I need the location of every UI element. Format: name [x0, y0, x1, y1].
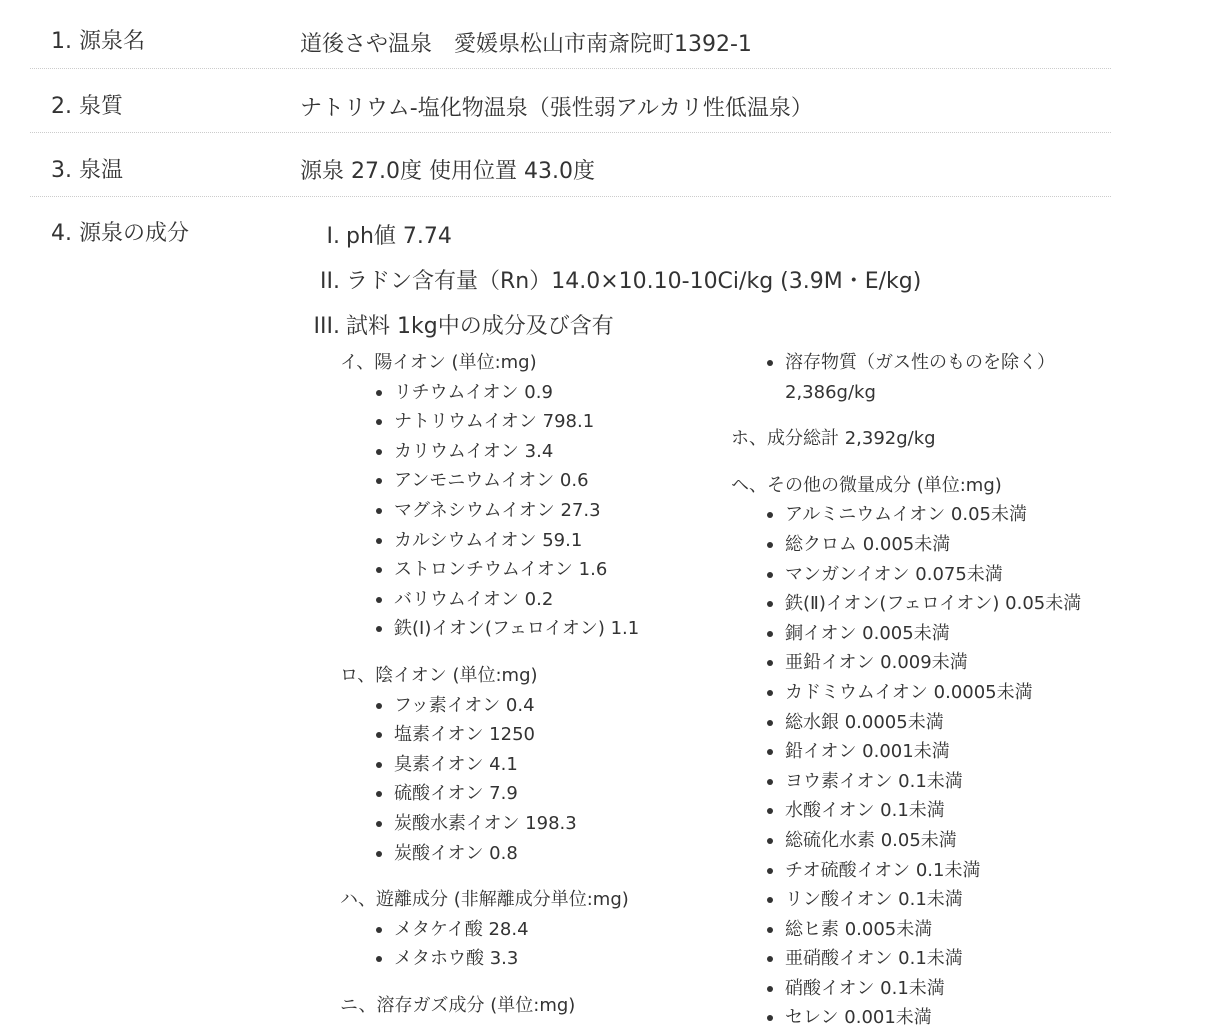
roman-numeral: III.: [313, 314, 340, 339]
row-value: 源泉 27.0度 使用位置 43.0度: [300, 159, 595, 184]
group-list: [340, 378, 639, 644]
group-list: [340, 691, 639, 869]
list-item: ナトリウムイオン 798.1: [374, 407, 639, 437]
roman-text: ラドン含有量（Rn）14.0×10.10-10Ci/kg (3.9M・E/kg): [346, 269, 922, 294]
list-item: メタケイ酸 28.4: [374, 915, 639, 945]
list-item: カドミウムイオン 0.0005未満: [765, 678, 1081, 708]
list-item: セレン 0.001未満: [765, 1003, 1081, 1033]
list-item: 鉄(Ⅱ)イオン(フェロイオン) 0.05未満: [765, 589, 1081, 619]
roman-numeral: I.: [326, 224, 340, 249]
group-list: [340, 915, 639, 974]
roman-text: 試料 1kg中の成分及び含有: [346, 314, 614, 339]
roman-item-ph: [296, 219, 452, 250]
list-item: ストロンチウムイオン 1.6: [374, 555, 639, 585]
list-item: 水酸イオン 0.1未満: [765, 796, 1081, 826]
list-item: フッ素イオン 0.4: [374, 691, 639, 721]
list-item: 総水銀 0.0005未満: [765, 708, 1081, 738]
group-heading: イ、陽イオン (単位:mg): [340, 352, 537, 373]
list-item: リチウムイオン 0.9: [374, 378, 639, 408]
list-item: 溶存物質（ガス性のものを除く） 2,386g/kg: [765, 348, 1081, 407]
list-item: 総硫化水素 0.05未満: [765, 826, 1081, 856]
list-item: 亜硝酸イオン 0.1未満: [765, 944, 1081, 974]
row-key: 4. 源泉の成分: [51, 221, 189, 246]
component-list-right: [731, 348, 1081, 1033]
list-item: 鉄(I)イオン(フェロイオン) 1.1: [374, 614, 639, 644]
roman-item-radon: [296, 264, 921, 295]
list-item: リン酸イオン 0.1未満: [765, 885, 1081, 915]
trace-components-list: [731, 500, 1081, 1033]
list-item: マグネシウムイオン 27.3: [374, 496, 639, 526]
row-spring-quality: [30, 69, 1111, 133]
component-list-left: [340, 348, 639, 1020]
list-item: アルミニウムイオン 0.05未満: [765, 500, 1081, 530]
list-item: 鉛イオン 0.001未満: [765, 737, 1081, 767]
dissolved-list: [731, 348, 1081, 407]
list-item: 総クロム 0.005未満: [765, 530, 1081, 560]
roman-text: ph値 7.74: [346, 224, 452, 249]
list-item: 亜鉛イオン 0.009未満: [765, 648, 1081, 678]
group-heading: ロ、陰イオン (単位:mg): [340, 664, 538, 686]
list-item: 銅イオン 0.005未満: [765, 619, 1081, 649]
list-item: 総ヒ素 0.005未満: [765, 915, 1081, 945]
group-heading: ハ、遊離成分 (非解離成分単位:mg): [340, 889, 629, 911]
list-item: カリウムイオン 3.4: [374, 437, 639, 467]
list-item: カルシウムイオン 59.1: [374, 526, 639, 556]
group-heading: ニ、溶存ガズ成分 (単位:mg): [340, 994, 576, 1016]
list-item: チオ硫酸イオン 0.1未満: [765, 856, 1081, 886]
group-heading: ヘ、その他の微量成分 (単位:mg): [731, 474, 1002, 496]
total-heading: ホ、成分総計 2,392g/kg: [731, 428, 936, 450]
list-item: バリウムイオン 0.2: [374, 585, 639, 615]
list-item: 炭酸水素イオン 198.3: [374, 809, 639, 839]
row-value: ナトリウム-塩化物温泉（張性弱アルカリ性低温泉）: [300, 96, 813, 121]
list-item: アンモニウムイオン 0.6: [374, 466, 639, 496]
row-value: 道後さや温泉 愛媛県松山市南斎院町1392-1: [300, 32, 752, 57]
list-item: ヨウ素イオン 0.1未満: [765, 767, 1081, 797]
list-item: 炭酸イオン 0.8: [374, 839, 639, 869]
row-source-name: [30, 0, 1111, 69]
roman-item-sample: [296, 309, 614, 340]
list-item: メタホウ酸 3.3: [374, 944, 639, 974]
row-key: 3. 泉温: [51, 158, 123, 183]
list-item: 臭素イオン 4.1: [374, 750, 639, 780]
list-item: 塩素イオン 1250: [374, 720, 639, 750]
list-item: 硫酸イオン 7.9: [374, 779, 639, 809]
row-spring-temperature: [30, 133, 1111, 197]
list-item: 硝酸イオン 0.1未満: [765, 974, 1081, 1004]
list-item: マンガンイオン 0.075未満: [765, 560, 1081, 590]
row-key: 1. 源泉名: [51, 29, 145, 54]
roman-numeral: II.: [320, 269, 340, 294]
row-key: 2. 泉質: [51, 94, 123, 119]
